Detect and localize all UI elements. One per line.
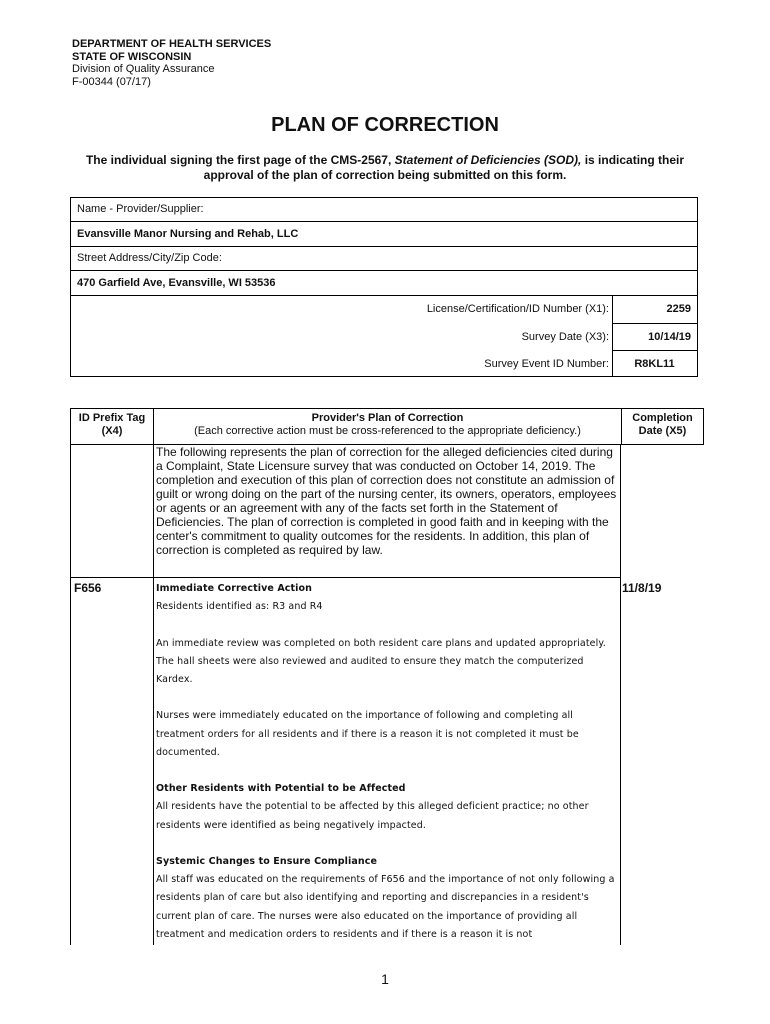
provider-name-value: Evansville Manor Nursing and Rehab, LLC [71, 222, 697, 247]
section-heading-systemic: Systemic Changes to Ensure Compliance [156, 855, 378, 867]
license-value: 2259 [666, 303, 691, 315]
intro-paragraph: The following represents the plan of correction for the alleged deficiencies cited during a Complaint, State Licensure survey that was conducted on October 14, 2019. The completion and execution of this plan of correction does not constitute an admission of guilt or wrong doing on the part of the nursing center, its owners, operators, employees or agents or an agreement with any of the facts set forth in the Statement of Deficiencies. The plan of correction is completed in good faith and in keeping with the center's commitment to quality outcomes for the residents. In addition, this plan of correction is completed as required by law. [156, 445, 617, 557]
address-value: 470 Garfield Ave, Evansville, WI 53536 [71, 271, 697, 296]
review-paragraph: An immediate review was completed on both resident care plans and updated appropriately. The hall sheets were also reviewed and audited to ensure they match the computerized Kardex. [156, 637, 606, 685]
provider-info-box [70, 197, 698, 377]
survey-event-value: R8KL11 [634, 358, 675, 370]
document-header [72, 38, 271, 88]
id-prefix-header-code: (X4) [101, 425, 123, 437]
table-col-divider-1 [153, 445, 154, 945]
completion-date: 11/8/19 [622, 581, 662, 595]
intro-statement [68, 153, 702, 183]
correction-body [156, 580, 618, 944]
survey-event-label: Survey Event ID Number: [484, 358, 609, 370]
plan-header-note: (Each corrective action must be cross-referenced to the appropriate deficiency.) [194, 425, 581, 437]
section-heading-other-residents: Other Residents with Potential to be Affected [156, 783, 406, 795]
division-name: Division of Quality Assurance [72, 63, 215, 75]
license-label: License/Certification/ID Number (X1): [426, 303, 609, 315]
survey-date-label: Survey Date (X3): [521, 331, 609, 343]
plan-header [153, 408, 622, 445]
completion-header-code: Date (X5) [638, 425, 687, 437]
nurses-paragraph: Nurses were immediately educated on the importance of following and completing all treatment orders for all residents and if there is a reason it is not completed it must be documented. [156, 710, 579, 758]
page-number: 1 [381, 971, 389, 987]
residents-identified: Residents identified as: R3 and R4 [156, 601, 323, 613]
value-column-divider [612, 296, 613, 376]
intro-part2: is indicating their approval of the plan of correction being submitted on this form. [203, 153, 685, 182]
provider-name-label: Name - Provider/Supplier: [71, 198, 697, 222]
intro-italic: Statement of Deficiencies (SOD), [394, 153, 582, 167]
systemic-paragraph: All staff was educated on the requirements of F656 and the importance of not only following a residents plan of care but also identifying and reporting and discrepancies in a resident's current plan of care. The nurses were also educated on the importance of providing all treatment and medication orders to residents and if there is a reason it is not [156, 874, 615, 940]
intro-part1: The individual signing the first page of the CMS-2567, [85, 153, 395, 167]
survey-date-value: 10/14/19 [648, 331, 691, 343]
plan-header-title: Provider's Plan of Correction [311, 412, 464, 424]
completion-header [621, 408, 704, 445]
table-left-border [70, 445, 71, 945]
other-residents-paragraph: All residents have the potential to be affected by this alleged deficient practice; no other residents were identified as being negatively impacted. [156, 801, 589, 831]
completion-header-title: Completion [632, 412, 693, 424]
address-label: Street Address/City/Zip Code: [71, 247, 697, 271]
page-title: PLAN OF CORRECTION [271, 114, 499, 136]
deficiency-tag: F656 [74, 581, 102, 595]
table-col-divider-2 [620, 445, 621, 945]
section-heading-immediate: Immediate Corrective Action [156, 583, 312, 594]
form-number: F-00344 (07/17) [72, 75, 151, 88]
state-name: STATE OF WISCONSIN [72, 50, 192, 63]
value-row-divider-1 [612, 323, 697, 324]
table-row-divider [70, 577, 621, 578]
value-row-divider-2 [612, 350, 697, 351]
id-prefix-header-title: ID Prefix Tag [78, 412, 146, 424]
id-prefix-header [70, 408, 154, 445]
department-name: DEPARTMENT OF HEALTH SERVICES [72, 38, 272, 50]
